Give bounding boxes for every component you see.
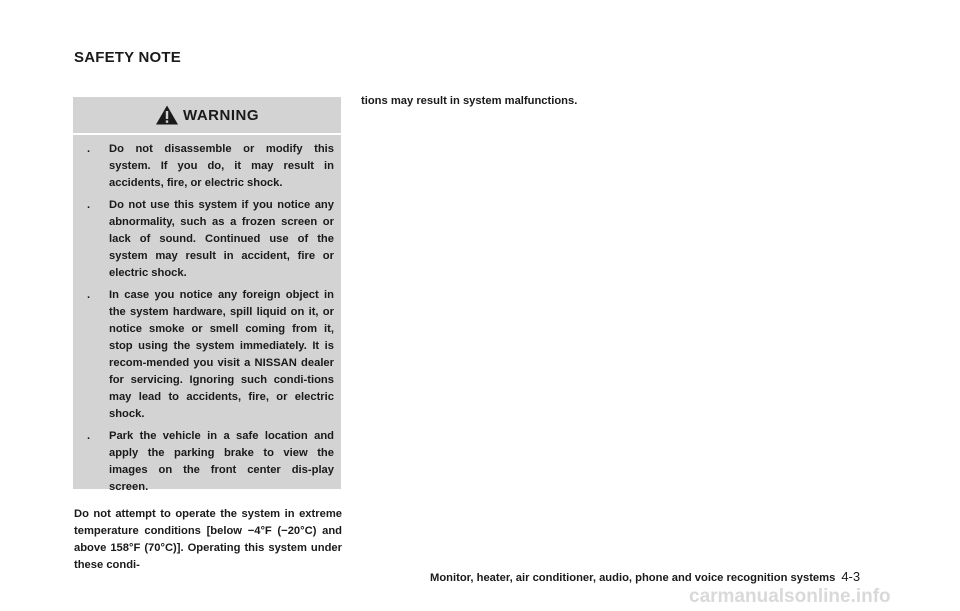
- bullet: .: [87, 430, 91, 442]
- warning-item-text: In case you notice any foreign object in the system hardware, spill liquid on it, or notice smoke or smell coming from it, stop using the system immediately. It is recom-mended you visit a NISSAN dealer for servicing. Ignoring such condi-tions may lead to accidents, fire, or electric shock.: [109, 289, 334, 420]
- warning-box: [73, 97, 341, 493]
- warning-item-text: Do not use this system if you notice any abnormality, such as a frozen screen or lack of sound. Continued use of the system may result in accident, fire or electric shock.: [109, 199, 334, 279]
- section-title: SAFETY NOTE: [74, 49, 181, 66]
- bullet: .: [87, 199, 91, 211]
- warning-header: [73, 97, 341, 135]
- body-paragraph: Do not attempt to operate the system in extreme temperature conditions [below −4°F (−20°C) and above 158°F (70°C)]. Operating this system under these condi-: [74, 508, 342, 571]
- bullet: .: [87, 143, 91, 155]
- bullet: .: [87, 289, 91, 301]
- chapter-title: Monitor, heater, air conditioner, audio, phone and voice recognition systems: [430, 572, 836, 584]
- warning-item-text: Do not disassemble or modify this system. If you do, it may result in accidents, fire, or electric shock.: [109, 143, 334, 189]
- warning-title: WARNING: [183, 106, 259, 124]
- warning-item: [73, 287, 341, 423]
- watermark: carmanualsonline.info: [689, 586, 891, 607]
- warning-item-text: Park the vehicle in a safe location and apply the parking brake to view the images on the front center dis-play screen.: [109, 430, 334, 493]
- page-number: 4-3: [841, 569, 861, 584]
- warning-list: [73, 141, 341, 501]
- warning-triangle-icon: [155, 104, 179, 126]
- body-paragraph-continued: tions may result in system malfunctions.: [361, 95, 578, 107]
- warning-item: [73, 141, 341, 192]
- warning-item: [73, 428, 341, 496]
- page-footer: [430, 569, 860, 584]
- warning-item: [73, 197, 341, 282]
